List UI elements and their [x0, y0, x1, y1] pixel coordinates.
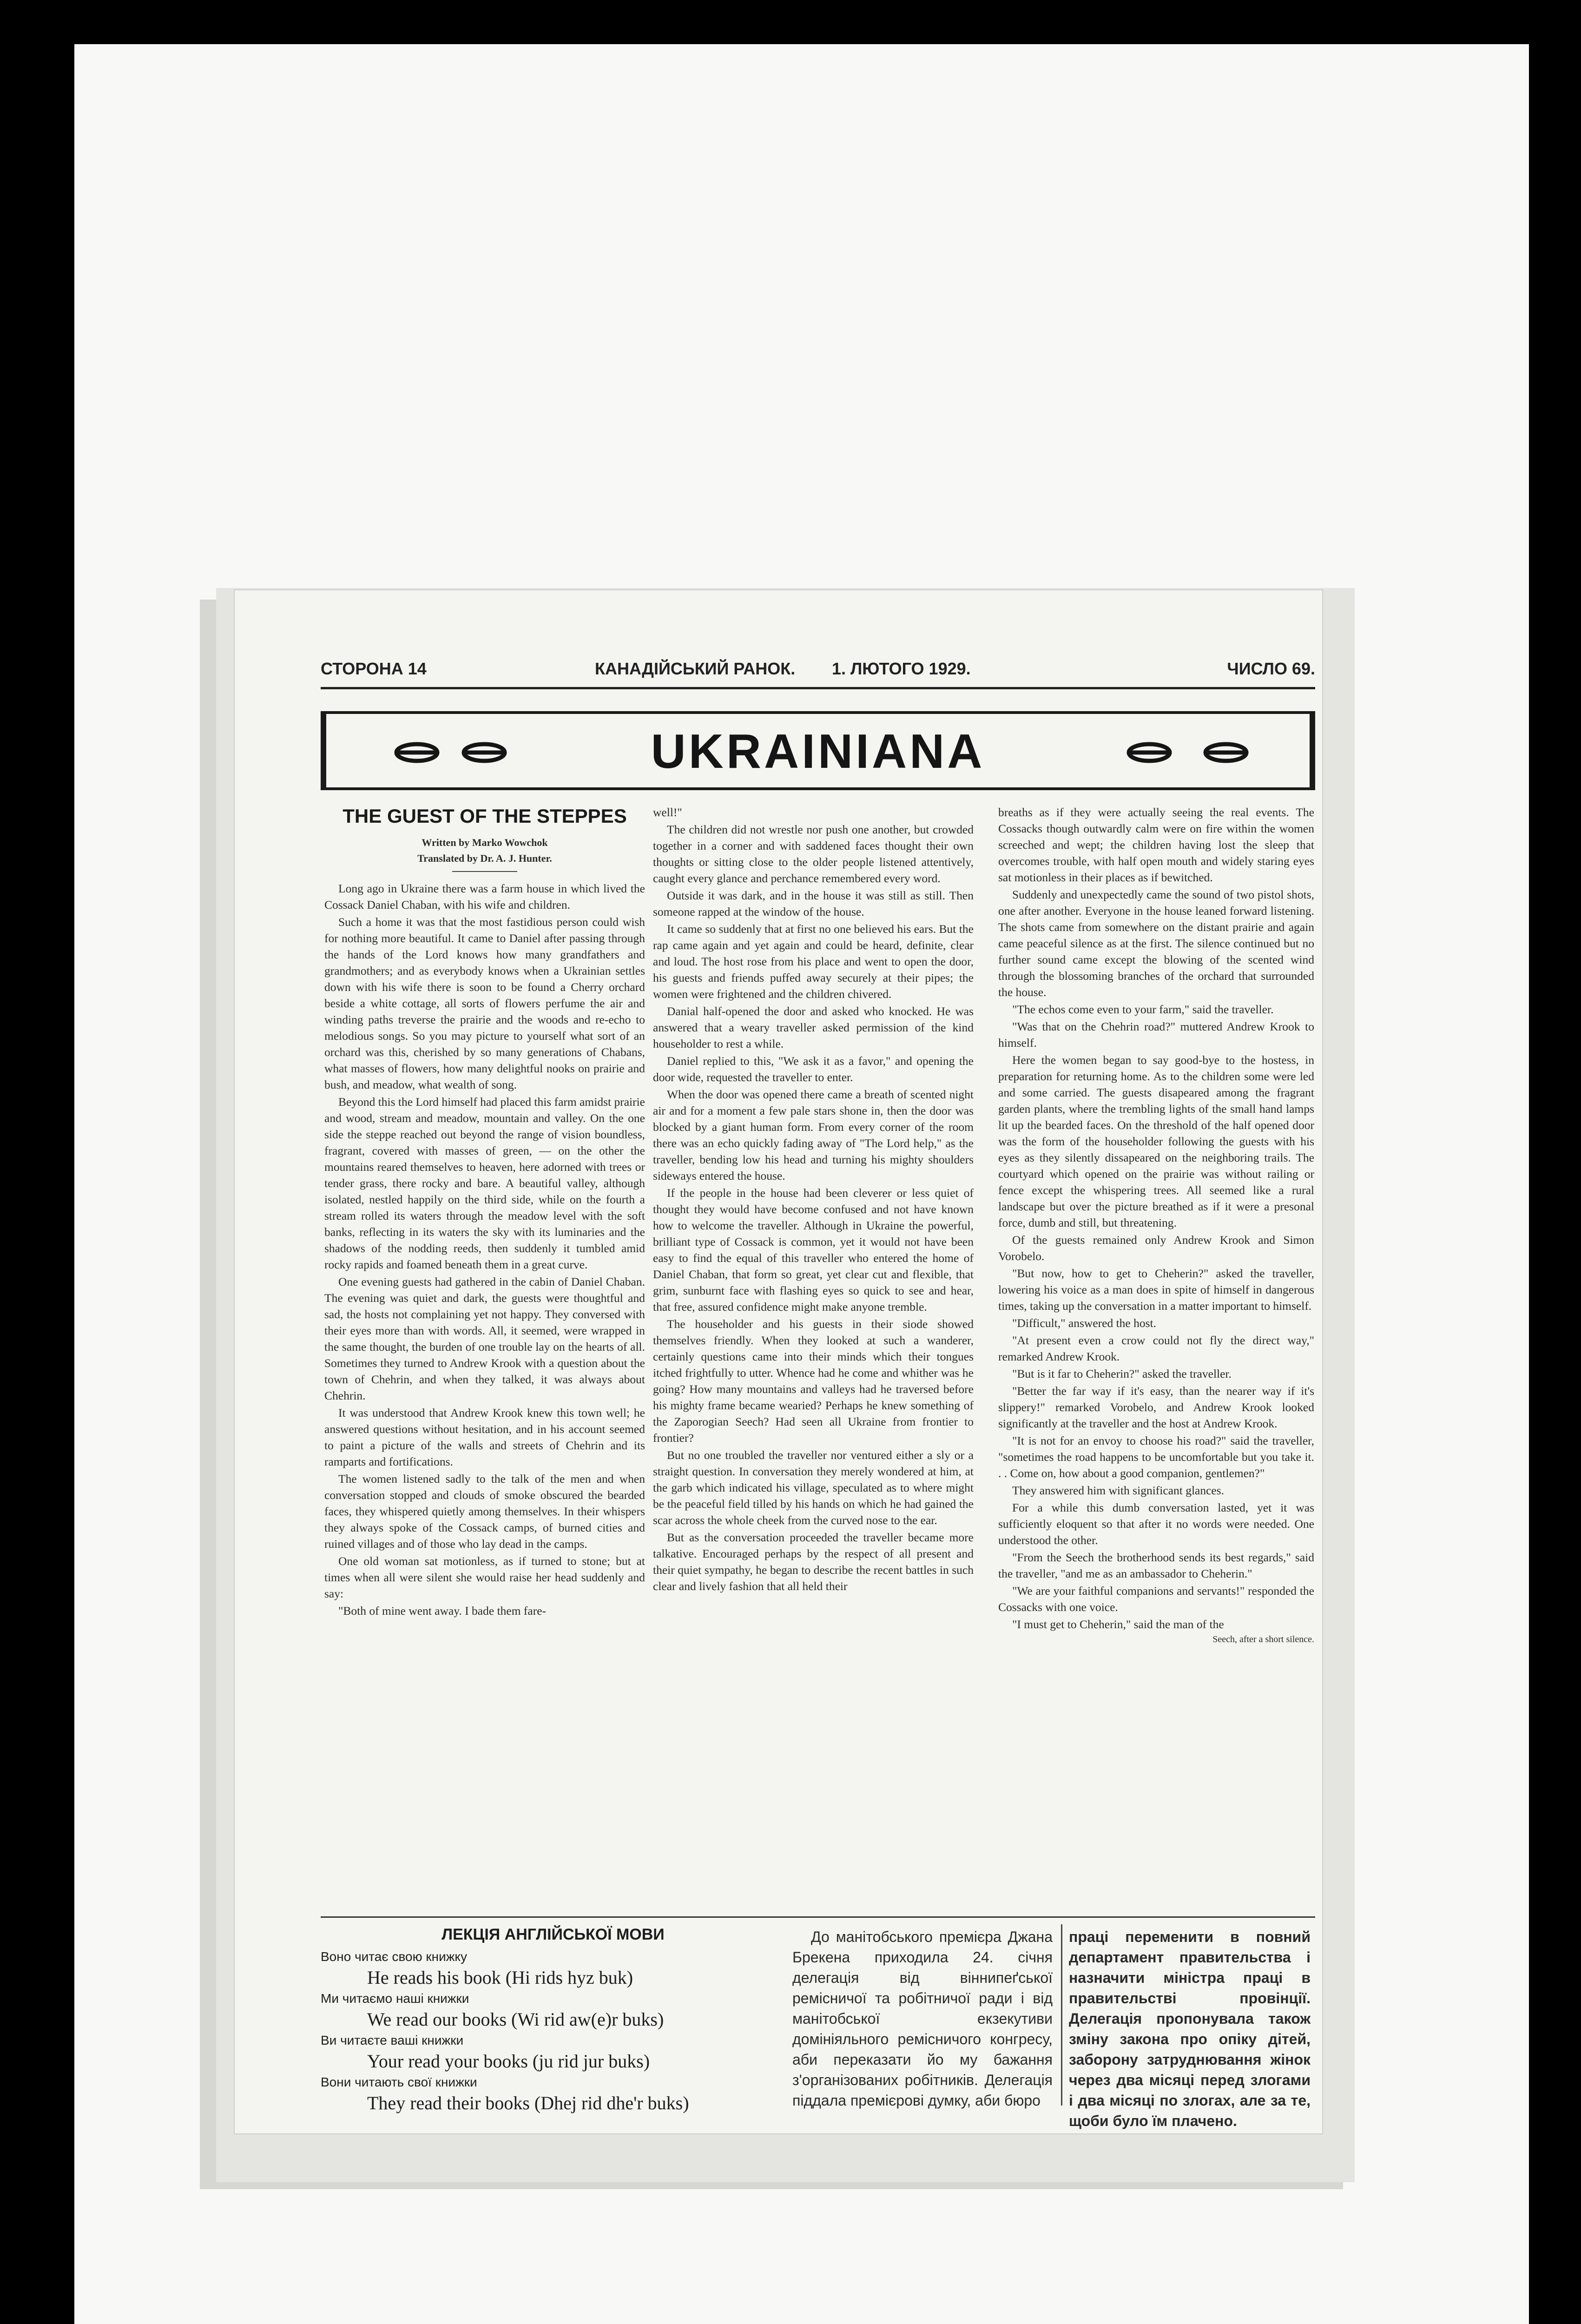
paragraph: They answered him with significant glances. [1012, 1484, 1225, 1497]
paragraph: Of the guests remained only Andrew Krook and Simon Vorobelo. [998, 1233, 1314, 1263]
paragraph: "The echos come even to your farm," said the traveller. [1012, 1003, 1274, 1016]
paragraph: "Difficult," answered the host. [1012, 1316, 1156, 1330]
masthead-rule [321, 687, 1315, 689]
paragraph: Long ago in Ukraine there was a farm house in which lived the Cossack Daniel Chaban, with his wife and children. [324, 882, 645, 911]
paragraph: "But now, how to get to Cheherin?" asked the traveller, lowering his voice as a man does in spite of himself in dangerous times, taking up the conversation in a matter important to himself. [998, 1267, 1314, 1313]
paragraph: Beyond this the Lord himself had placed this farm amidst prairie and wood, stream and meadow, mountain and valley. On the one side the steppe reached out beyond the range of vision boundless, fragrant, covered with masses of green, — on the other the mountains reared themselves to heaven, here adorned with trees or tender grass, there rocky and bare. A beautiful valley, although isolated, nestled happily on the third side, while on the fourth a stream rolled its waters through the meadow level with the soft banks, reflecting in its waters the sky with its luminaries and the shadows of the nodding reeds, then suddenly it tumbled amid rocky rapids and foamed beneath them in a great curve. [324, 1095, 645, 1271]
byline-rule [452, 871, 517, 872]
paragraph: "We are your faithful companions and servants!" responded the Cossacks with one voice. [998, 1584, 1314, 1614]
paragraph: Danial half-opened the door and asked who knocked. He was answered that a weary traveller asked permission of the kind householder to rest a while. [653, 1004, 974, 1050]
paragraph: Such a home it was that the most fastidious person could wish for nothing more beautiful. It came to Daniel after passing through the hands of the Lord knows how many grandfathers and grandmothers; and as everybody knows when a Ukrainian settles down with his wife there is soon to be found a Cherry orchard beside a white cottage, all sorts of flowers perfume the air and winding paths treverse the prairie and the woods and re-echo to melodious songs. So you may picture to yourself what sort of an orchard was this, cherished by so many generations of Chabans, what masses of flowers, how many delightful nooks on prairie and bush, and meadow, what wealth of song. [324, 915, 645, 1091]
article-translator: Translated by Dr. A. J. Hunter. [417, 852, 552, 864]
issue-date: 1. ЛЮТОГО 1929. [832, 659, 971, 678]
news-text: До манітобського премієра Джана Брекена приходила 24. січня делегація від віннипеґської ремісничої та робітничої ради і від манітобської екзекутиви домініяльного ремісничого конгресу, аби переказати йо му бажання з'організованих робітників. Делегація піддала премієрові думку, аби бюро [792, 1928, 1053, 2109]
ornament-right-icon [1119, 741, 1268, 764]
lesson-ukrainian-line: Ми читаємо наші книжки [321, 1991, 469, 2006]
paragraph: The householder and his guests in their siode showed themselves friendly. When they looked at such a wanderer, certainly questions came into their minds which their tongues itched frightfully to utter. Whence had he come and whither was he going? How many mountains and valleys had he traversed before his mighty frame became wearied? Perhaps he knew something of the Zaporogian Seech? Had seen all Ukraine from frontier to frontier? [653, 1317, 974, 1445]
paragraph: "Was that on the Chehrin road?" muttered Andrew Krook to himself. [998, 1020, 1314, 1050]
paragraph: But as the conversation proceeded the traveller became more talkative. Encouraged perhaps by the respect of all present and their quiet sympathy, he began to describe the recent battles in such clear and lively fashion that all held their [653, 1531, 974, 1593]
section-banner [321, 711, 1315, 790]
paragraph: "It is not for an envoy to choose his road?" said the traveller, "sometimes the road happens to be uncomfortable but you take it. . . Come on, how about a good companion, gentlemen?" [998, 1434, 1314, 1480]
paragraph: The women listened sadly to the talk of the men and when conversation stopped and clouds of smoke obscured the bearded faces, they whispered quietly among themselves. In their whispers they always spoke of the Cossack camps, of burned cities and ruined villages and of those who lay dead in the camps. [324, 1472, 645, 1551]
newspaper-name: КАНАДІЙСЬКИЙ РАНОК. [595, 659, 796, 678]
news-column-1 [792, 1927, 1053, 2111]
lesson-english-line: Your read your books (ju rid jur buks) [367, 2051, 650, 2072]
paragraph: breaths as if they were actually seeing the real events. The Cossacks though outwardly calm were on fire within the women screeched and wept; the children having lost the sleep that overcomes trouble, with half open mouth and widely staring eyes sat motionless in their places as if bewitched. [998, 805, 1314, 884]
lesson-ukrainian-line: Ви читаєте ваші книжки [321, 2033, 464, 2047]
issue-number: ЧИСЛО 69. [1227, 659, 1315, 678]
paragraph: "At present even a crow could not fly the direct way," remarked Andrew Krook. [998, 1334, 1314, 1363]
lesson-english-line: He reads his book (Hi rids hyz buk) [367, 1967, 633, 1988]
paragraph: If the people in the house had been cleverer or less quiet of thought they would have become confused and not have known how to welcome the traveller. Although in Ukraine the powerful, brilliant type of Cossack is common, yet it would not have been easy to find the equal of this traveller who entered the home of Daniel Chaban, that form so great, yet clear cut and flexible, that grim, sunburnt face with flashing eyes so quick to see and hear, that free, assured confidence might make anyone tremble. [653, 1186, 974, 1314]
masthead [321, 659, 1315, 682]
paragraph: "From the Seech the brotherhood sends its best regards," said the traveller, "and me as an ambassador to Cheherin." [998, 1551, 1314, 1580]
paragraph: When the door was opened there came a breath of scented night air and for a moment a few pale stars shone in, then the door was blocked by a giant human form. From every corner of the room there was an echo quickly fading away of "The Lord help," as the traveller, bending low his head and turning his mighty shoulders sideways entered the house. [653, 1088, 974, 1182]
lesson-ukrainian-line: Воно читає свою книжку [321, 1949, 467, 1964]
article-column-3 [998, 804, 1314, 1645]
paragraph: Suddenly and unexpectedly came the sound of two pistol shots, one after another. Everyone in the house leaned forward listening. The shots came from somewhere on the distant prairie and again came peaceful silence as at the first. The silence continued but no further sound came except the blowing of the scented wind through the blossoming branches of the orchard that surrounded the house. [998, 888, 1314, 999]
paragraph: The children did not wrestle nor push one another, but crowded together in a corner and with saddened faces thought their own thoughts or sitting close to the older people listened attentively, caught every glance and perchance remembered every word. [653, 823, 974, 885]
page-number: СТОРОНА 14 [321, 659, 427, 678]
lesson-english-line: They read their books (Dhej rid dhe'r buks) [367, 2093, 689, 2113]
english-lesson [321, 1924, 785, 2115]
paragraph: One evening guests had gathered in the cabin of Daniel Chaban. The evening was quiet and dark, the guests were thoughtful and sad, the hosts not complaining yet not happy. They conversed with their eyes more than with words. All, it seemed, were wrapped in the same thought, the burden of one trouble lay on the hearts of all. Sometimes they turned to Andrew Krook with a question about the town of Chehrin, and when they talked, it was always about Chehrin. [324, 1275, 645, 1402]
paragraph: For a while this dumb conversation lasted, yet it was sufficiently eloquent so that after it no words were needed. One understood the other. [998, 1501, 1314, 1547]
paragraph: It came so suddenly that at first no one believed his ears. But the rap came again and yet again and could be heard, definite, clear and loud. The host rose from his place and went to open the door, his guests and friends puffed away securely at their pipes; the women were frightened and the children chivered. [653, 922, 974, 1001]
paragraph: It was understood that Andrew Krook knew this town well; he answered questions without hesitation, and in his account seemed to paint a picture of the walls and streets of Chehrin and its ramparts and fortifications. [324, 1406, 645, 1468]
paragraph: Here the women began to say good-bye to the hostess, in preparation for returning home. As to the children some were led and some carried. The guests disapeared among the fragrant garden plants, where the trembling lights of the small hand lamps lit up the bearded faces. On the threshold of the half opened door was the form of the householder following the guests with his eyes as they silently dissapeared on the neighboring trails. The courtyard which opened on the prairie was without railing or fence except the whispering trees. All seemed like a rural landscape but over the picture breathed as if it were a presonal force, dumb and still, but threatening. [998, 1053, 1314, 1229]
article-author: Written by Marko Wowchok [422, 837, 548, 848]
banner-title: UKRAINIANA [651, 725, 985, 779]
paragraph: One old woman sat motionless, as if turned to stone; but at times when all were silent she would raise her head suddenly and say: [324, 1554, 645, 1600]
lesson-english-line: We read our books (Wi rid aw(e)r buks) [367, 2009, 664, 2030]
news-text: праці переменити в повний департамент правительства і назначити міністра праці в правительстві провінції. Делегація пропонувала також зміну закона про опіку дітей, заборону затруднювання жінок через два місяці перед злогами і два місяці по злогах, але за те, щоби було їм плачено. [1069, 1928, 1311, 2129]
column-rule [1061, 1924, 1062, 2106]
paragraph: "Better the far way if it's easy, than the nearer way if it's slippery!" remarked Vorobelo, and Andrew Krook looked significantly at the traveller and the host at Andrew Krook. [998, 1384, 1314, 1430]
news-column-2 [1069, 1927, 1311, 2131]
lesson-ukrainian-line: Вони читають свої книжки [321, 2075, 477, 2089]
paragraph: "But is it far to Cheherin?" asked the traveller. [1012, 1367, 1232, 1380]
section-divider [321, 1916, 1315, 1918]
article-title: THE GUEST OF THE STEPPES [343, 805, 627, 827]
continuation-line: Seech, after a short silence. [1212, 1634, 1314, 1644]
paragraph: "I must get to Cheherin," said the man of the [1012, 1618, 1224, 1631]
paragraph: But no one troubled the traveller nor ventured either a sly or a straight question. In conversation they merely wondered at him, at the garb which indicated his village, speculated as to where might be the peaceful field tilled by his hands on which he had gained the scar across the whole cheek from the curved nose to the ear. [653, 1448, 974, 1527]
article-column-2 [653, 804, 974, 1595]
paragraph: "Both of mine went away. I bade them fare- [338, 1604, 547, 1618]
lesson-title: ЛЕКЦІЯ АНГЛІЙСЬКОЇ МОВИ [441, 1926, 665, 1943]
paragraph: Outside it was dark, and in the house it was still as still. Then someone rapped at the window of the house. [653, 889, 974, 918]
article-column-1 [324, 804, 645, 1620]
paragraph: Daniel replied to this, "We ask it as a favor," and opening the door wide, requested the traveller to enter. [653, 1054, 974, 1084]
paragraph: well!" [653, 805, 682, 819]
